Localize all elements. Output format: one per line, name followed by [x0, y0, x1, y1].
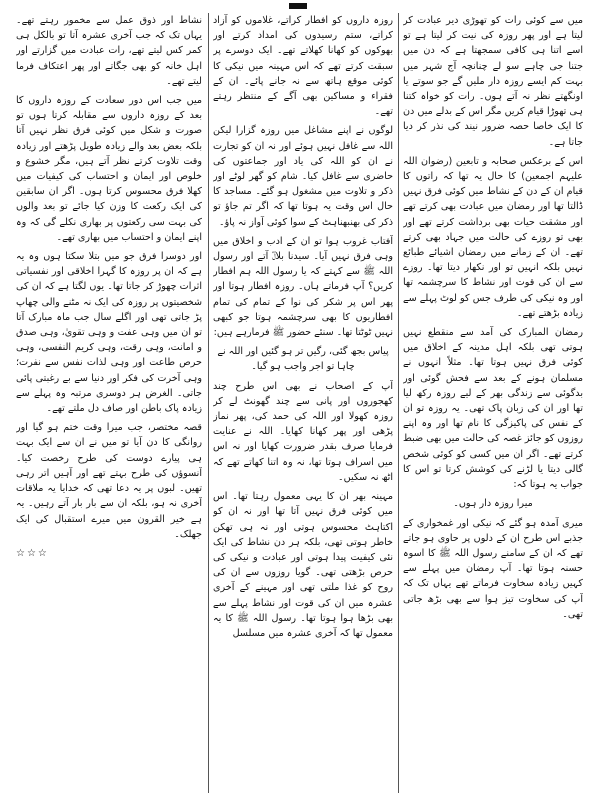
paragraph: میں سے کوئی رات کو تھوڑی دیر عبادت کر لیتا ہے اور پھر روزہ کی نیت کر لیتا ہے تو اسے اتنا ہی کافی سمجھتا ہے کہ دن میں جتنا جی چاہے سو لے چنانچہ آج شہر میں بہت کم ایسے روزہ دار ملیں گے جو سوتے یا اونگھتے نظر نہ آتے ہوں۔ رات کو خواہ کتنا ہی تھوڑا قیام کریں مگر اس کے بدلے میں دن کا ایک خاصا حصہ ضرور نیند کی نذر کر دیا جاتا ہے۔ [403, 15, 583, 148]
paragraph: لوگوں نے اپنے مشاغل میں روزہ گزارا لیکن اللہ سے غافل نہیں ہوئے اور نہ ان کو تجارت نے ان کو اللہ کی یاد اور جماعتوں کی حاضری سے غافل کیا۔ شام کو گھر لوٹے اور ذکر و تلاوت میں مشغول ہو گئے۔ مساجد کا حال اس وقت یہ ہوتا تھا کہ اگر تم جاؤ تو ذکر کی بھنبھناہٹ کے سوا کوئی آواز نہ پاؤ۔ [213, 125, 393, 228]
paragraph: مہینہ بھر ان کا یہی معمول رہتا تھا۔ اس میں کوئی فرق نہیں آتا تھا اور نہ ان کو اکتاہٹ محسوس ہوتی اور نہ ہی تھکن خاطر ہوتی تھی، بلکہ ہر دن نشاط کی ایک نئی کیفیت پیدا ہوتی اور عبادت و نیکی کی حرص بڑھتی تھی۔ گویا روزوں سے ان کی روح کو غذا ملتی تھی اور مہینے کے آخری عشرہ میں ان کی قوت اور نشاط پہلے سے بھی بڑھا ہوا ہوتا تھا۔ رسول اللہ ﷺ کا یہ معمول تھا کہ آخری عشرہ میں مسلسل [213, 491, 393, 639]
newspaper-page [6, 3, 584, 797]
paragraph: قصہ مختصر، جب میرا وقت ختم ہو گیا اور روانگی کا دن آیا تو میں نے ان سے ایک بہت ہی پیارے دوست کی طرح رخصت کیا۔ آنسوؤں کی طرح بہتے تھے اور آہیں اتر رہی تھیں۔ لبوں پر یہ دعا تھی کہ خدایا یہ ملاقات آخری نہ ہو، بلکہ ان سے بار بار آتے رہیں۔ یہ ہے خیر القرون میں میرے استقبال کی ایک جھلک۔ [16, 422, 202, 540]
paragraph: روزہ داروں کو افطار کراتے، غلاموں کو آزاد کراتے، ستم رسیدوں کی امداد کرتے اور بھوکوں کو کھانا کھلاتے تھے۔ ایک دوسرے پر سبقت کرتے تھے کہ اس مہینہ میں نیکی کا کوئی موقع ہاتھ سے نہ جانے پائے۔ ان کے فقراء و مساکین بھی آگے کے منتظر رہتے تھے۔ [213, 15, 393, 118]
paragraph: میں جب اس دور سعادت کے روزہ داروں کا بعد کے روزہ داروں سے مقابلہ کرتا ہوں تو صورت و شکل میں کوئی فرق نظر نہیں آتا بلکہ بعض بعد والے زیادہ طویل پڑھتے اور زیادہ وقت تلاوت کرتے نظر آتے ہیں، مگر خشوع و خلوص اور ایمان و احتساب کی کیفیات میں کھلا فرق محسوس کرتا ہوں۔ اگر ان سابقین کی ایک رکعت کا وزن کیا جائے تو بعد والوں کی بہت سی رکعتوں پر بھاری نکلے گی کہ وہ اپنے ایمان و احتساب میں بھاری تھے۔ [16, 95, 202, 243]
paragraph: نشاط اور ذوق عمل سے مخمور رہتے تھے۔ یہاں تک کہ جب آخری عشرہ آتا تو بالکل ہی کمر کس لیتے تھے، رات عبادت میں گزارتے اور اہل خانہ کو بھی جگاتے اور پھر اعتکاف فرما لیتے تھے۔ [16, 15, 202, 87]
end-stars: ☆☆☆ [16, 547, 49, 559]
column-right [403, 13, 583, 793]
column-middle [213, 13, 393, 793]
paragraph: رمضان المبارک کی آمد سے منقطع نہیں ہوتی تھی بلکہ اہل مدینہ کے اخلاق میں کوئی فرق نہیں ہوتا تھا۔ مثلاً انہوں نے مسلمان ہونے کے بعد سے فحش گوئی اور بدگوئی سے زندگی بھر کے لیے روزہ رکھ لیا تھا اور ان کی زبان پاک تھی۔ یہ روزہ تو ان کے نفس کی پاکیزگی کا نام تھا اور وہ اپنے روزوں کو جائز غصہ کی حالت میں بھی ضبط کرتے تھے۔ اگر ان میں کسی کو کوئی شخص گالی دیتا یا لڑنے کی کوشش کرتا تو اس کا جواب یہ ہوتا کہ: [403, 327, 583, 491]
column-separator [208, 13, 209, 793]
paragraph: آپ کے اصحاب نے بھی اس طرح چند کھجوروں اور پانی سے چند گھونٹ لے کر روزہ کھولا اور اللہ کی حمد کی، پھر نماز پڑھی اور پھر کھانا کھایا۔ اللہ نے عنایت فرمایا صرف بقدر ضرورت کھایا اور نہ اس میں اسراف ہوتا تھا، نہ وہ اتنا کھاتے تھے کہ اٹھ نہ سکیں۔ [213, 380, 393, 483]
top-mark [289, 3, 307, 9]
paragraph: اور دوسرا فرق جو میں بتلا سکتا ہوں وہ یہ ہے کہ ان پر روزہ کا گہرا اخلاقی اور نفسیاتی اثرات چھوڑ کر جاتا تھا۔ یوں لگتا ہے کہ ان کی شخصیتوں پر روزہ کی ایک نہ مٹنے والی چھاپ پڑ جاتی تھی اور اگلے سال جب ماہ مبارک آتا تو ان میں وہی عفت و وہی تقویٰ، وہی صدق و امانت، وہی رقت، وہی کریم النفسی، وہی حرص طاعت اور وہی لذات نفس سے نفرت؛ وہی آخرت کی فکر اور دنیا سے بے رغبتی پائی جاتی۔ الغرض ہر دوسری مرتبہ وہ پہلے سے زیادہ پاک باطن اور صاف دل ملتے تھے۔ [16, 251, 202, 415]
column-separator [398, 13, 399, 793]
paragraph: اس کے برعکس صحابہ و تابعین (رضوان اللہ علیہم اجمعین) کا حال یہ تھا کہ راتوں کا قیام ان کے دن کے نشاط میں کوئی فرق نہیں ڈالتا تھا اور رمضان میں عبادت بھی کرتے تھے اور مشقت حیات بھی برداشت کرتے تھے اور بھی تو روزے کی حالت میں جہاد بھی کرتے تھے۔ ان کے زمانے میں رمضان اشیائے طبائع نہیں بلکہ انہیں تو اور نکھار دیتا تھا۔ روزے سے ان کی قوت اور نشاط کا سرچشمہ تھا اور وہ نیکی کی طرف جس کو لوٹ پہلے سے زیادہ بڑھتے تھے۔ [403, 155, 583, 319]
column-left [16, 13, 202, 793]
paragraph: میری آمدہ ہو گئے کہ نیکی اور غمخواری کے جذبے اس طرح ان کے دلوں پر حاوی ہو جاتے تھے کہ ان کے سامنے رسول اللہ ﷺ کا اسوہ حسنہ ہوتا تھا۔ آپ رمضان میں پہلے سے کہیں زیادہ سخاوت فرماتے تھے یہاں تک کہ آپ کی سخاوت تیز ہوا سے بھی بڑھ جاتی تھی۔ [403, 517, 583, 620]
quote: پیاس بجھ گئی، رگیں تر ہو گئیں اور اللہ نے چاہا تو اجر واجب ہو گیا۔ [217, 346, 389, 373]
quote: میرا روزہ دار ہوں۔ [453, 498, 533, 510]
paragraph: آفتاب غروب ہوا تو ان کے ادب و اخلاق میں وہی فرق نہیں آیا۔ سیدنا بلالؓ آتے اور رسول اللہ ﷺ سے کہتے کہ یا رسول اللہ ہم افطار کریں؟ آپ فرماتے ہاں۔ روزہ افطار ہوتا اور پھر اس پر شکر کی نوا کے تمام کی تمام افطاریوں کا بھی سرچشمہ ہوتا جو کبھی نہیں ٹوٹتا تھا۔ سنئے حضور ﷺ فرمارہے ہیں: [213, 235, 393, 339]
